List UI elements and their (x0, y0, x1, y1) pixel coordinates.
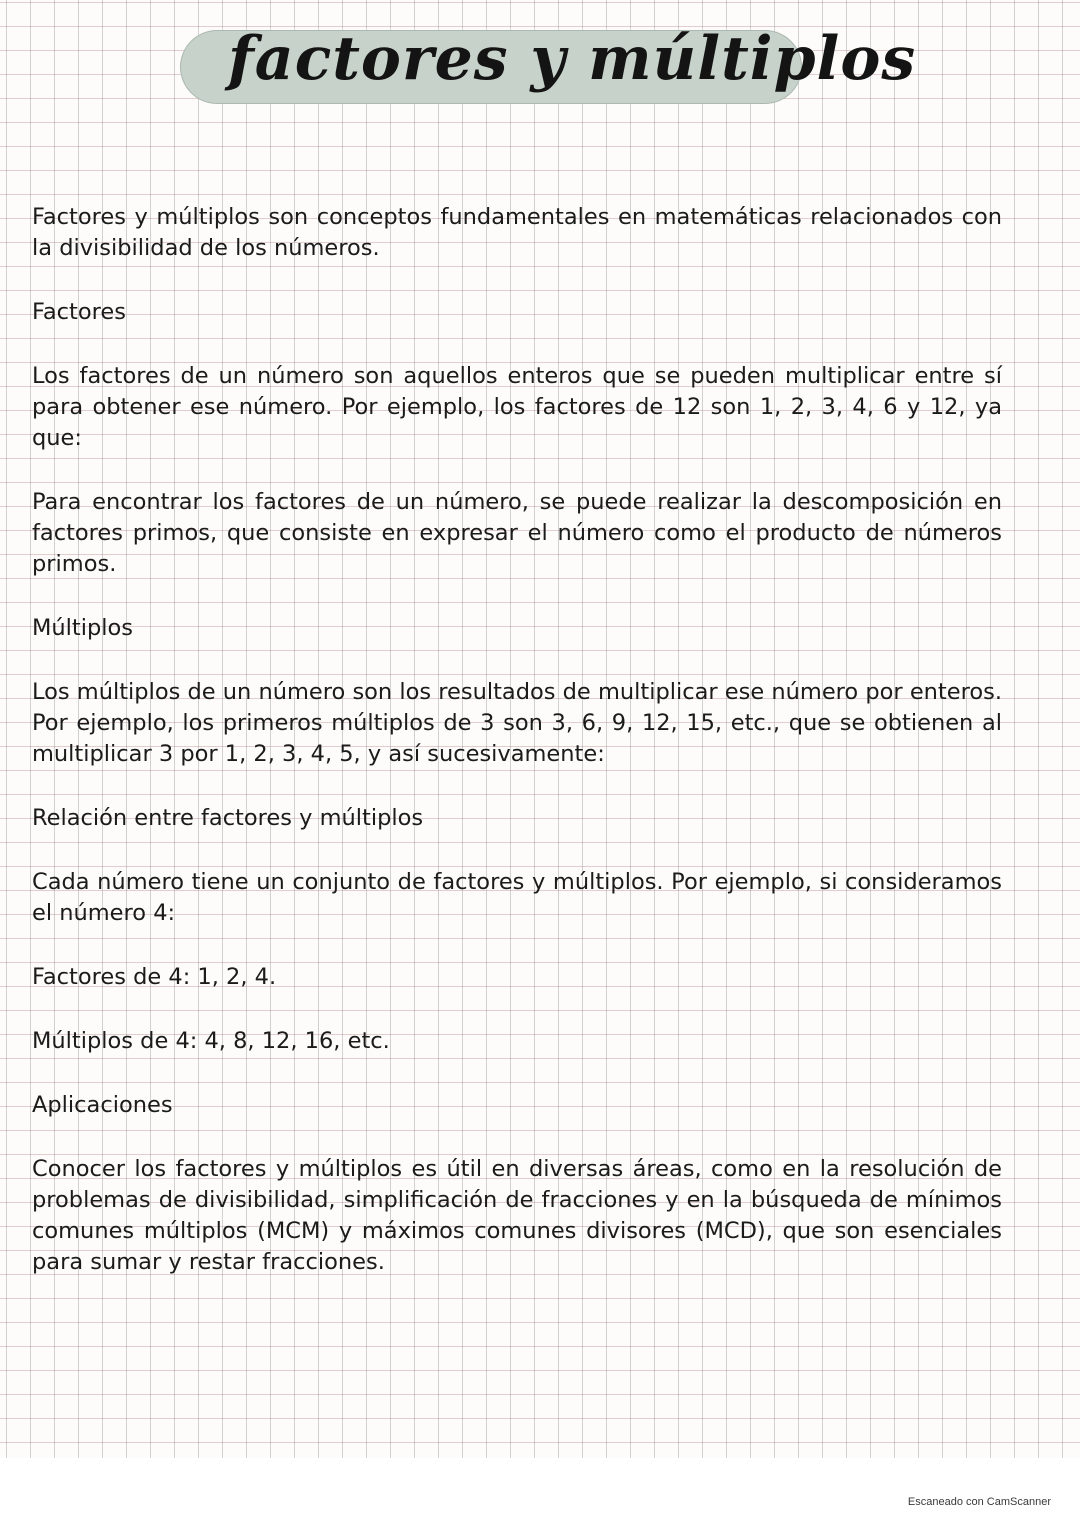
section-heading-factores: Factores (32, 299, 126, 325)
aplicaciones-paragraph: Conocer los factores y múltiplos es útil en diversas áreas, como en la resolución de problemas de divisibilidad, simplificación de fracciones y en la búsqueda de mínimos comunes múltiplos (MCM) y máximos comunes divisores (MCD), que son esenciales para sumar y restar fracciones. (32, 1156, 1002, 1275)
factores-method-paragraph: Para encontrar los factores de un número, se puede realizar la descomposición en factores primos, que consiste en expresar el número como el producto de números primos. (32, 489, 1002, 577)
intro-paragraph: Factores y múltiplos son conceptos fundamentales en matemáticas relacionados con la divisibilidad de los números. (32, 204, 1002, 261)
multiplos-de-4-line: Múltiplos de 4: 4, 8, 12, 16, etc. (32, 1028, 390, 1054)
factores-definition-paragraph: Los factores de un número son aquellos enteros que se pueden multiplicar entre sí para obtener ese número. Por ejemplo, los factores de 12 son 1, 2, 3, 4, 6 y 12, ya que: (32, 363, 1002, 451)
section-heading-aplicaciones: Aplicaciones (32, 1092, 173, 1118)
section-heading-relacion: Relación entre factores y múltiplos (32, 805, 424, 831)
factores-de-4-line: Factores de 4: 1, 2, 4. (32, 964, 277, 990)
page-title: factores y múltiplos (228, 24, 917, 94)
scanner-watermark: Escaneado con CamScanner (907, 1496, 1051, 1508)
document-body (32, 202, 1002, 1278)
multiplos-definition-paragraph: Los múltiplos de un número son los resultados de multiplicar ese número por enteros. Por ejemplo, los primeros múltiplos de 3 son 3, 6, 9, 12, 15, etc., que se obtienen al multiplicar 3 por 1, 2, 3, 4, 5, y así sucesivamente: (32, 679, 1002, 767)
section-heading-multiplos: Múltiplos (32, 615, 134, 641)
relacion-paragraph: Cada número tiene un conjunto de factores y múltiplos. Por ejemplo, si consideramos el número 4: (32, 869, 1002, 926)
